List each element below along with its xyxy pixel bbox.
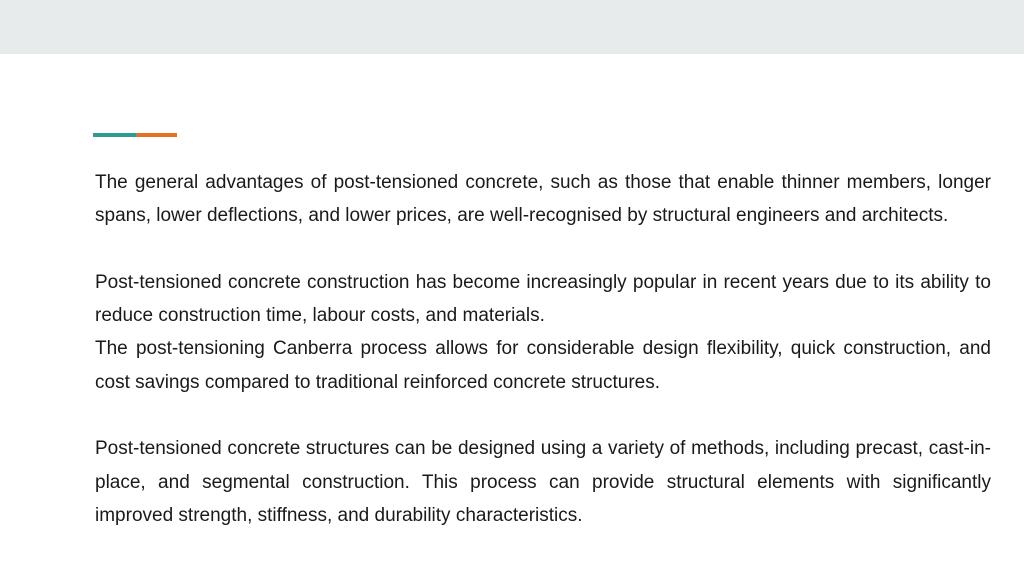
paragraph-design-methods: Post-tensioned concrete structures can be designed using a variety of methods, including precast, cast-in-place, and segmental construction. This process can provide structural elements with significantly improved strength, stiffness, and durability characteristics. — [95, 438, 991, 526]
accent-divider-teal — [93, 133, 136, 137]
paragraph-advantages: The general advantages of post-tensioned concrete, such as those that enable thinner members, longer spans, lower deflections, and lower prices, are well-recognised by structural engineers and architects. — [95, 172, 991, 227]
accent-divider-orange — [136, 133, 177, 137]
accent-divider — [93, 133, 177, 137]
header-bar — [0, 0, 1024, 54]
body-text — [95, 166, 991, 532]
paragraph-popularity: Post-tensioned concrete construction has become increasingly popular in recent years due to its ability to reduce construction time, labour costs, and materials. — [95, 271, 991, 327]
paragraph-canberra-process: The post-tensioning Canberra process allows for considerable design flexibility, quick construction, and cost savings compared to traditional reinforced concrete structures. — [95, 338, 991, 393]
